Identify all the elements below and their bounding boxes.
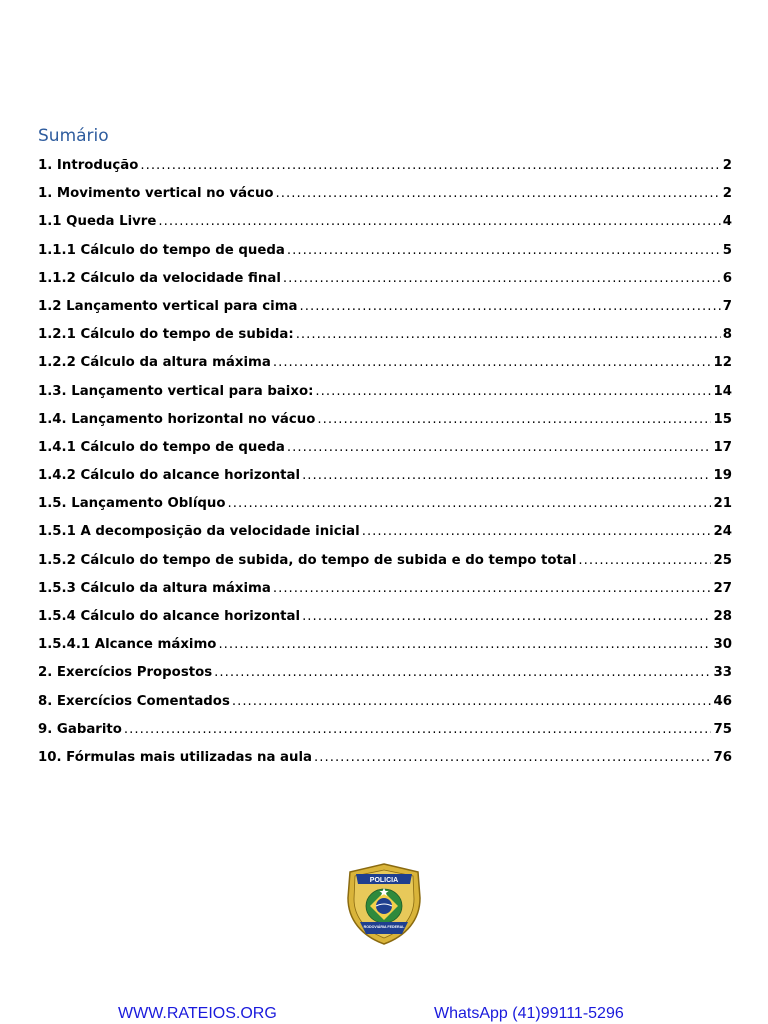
toc-entry[interactable] xyxy=(38,412,732,440)
toc-entry[interactable] xyxy=(38,384,732,412)
toc-entry-page: 27 xyxy=(713,580,732,596)
toc-entry-page: 19 xyxy=(713,468,732,484)
toc-leader xyxy=(296,327,721,342)
toc-leader xyxy=(218,637,711,652)
toc-entry-page: 2 xyxy=(722,186,732,202)
toc-entry-page: 5 xyxy=(722,242,732,258)
toc-entry-label: 1.5.2 Cálculo do tempo de subida, do tempo de subida e do tempo total xyxy=(38,552,577,568)
toc-entry-page: 6 xyxy=(722,270,732,286)
toc-entry[interactable] xyxy=(38,553,732,581)
toc-leader xyxy=(228,496,712,511)
toc-entry-page: 21 xyxy=(713,496,732,512)
toc-entry-page: 33 xyxy=(713,665,732,681)
toc-entry[interactable] xyxy=(38,637,732,665)
toc-entry-label: 9. Gabarito xyxy=(38,721,122,737)
toc-entry[interactable] xyxy=(38,722,732,750)
toc-entry-page: 2 xyxy=(722,158,732,173)
toc-entry-label: 1.3. Lançamento vertical para baixo: xyxy=(38,383,314,399)
toc-leader xyxy=(314,750,711,765)
toc-leader xyxy=(362,524,712,539)
toc-entry[interactable] xyxy=(38,327,732,355)
toc-entry-label: 8. Exercícios Comentados xyxy=(38,693,230,709)
toc-leader xyxy=(273,581,712,596)
toc-entry-label: 1.1 Queda Livre xyxy=(38,214,157,230)
table-of-contents xyxy=(38,158,732,778)
badge-bottom-text: RODOVIÁRIA FEDERAL xyxy=(363,925,405,929)
toc-leader xyxy=(124,722,712,737)
toc-entry[interactable] xyxy=(38,158,732,186)
toc-entry-label: 1.5.3 Cálculo da altura máxima xyxy=(38,580,271,596)
toc-entry-label: 1.4.1 Cálculo do tempo de queda xyxy=(38,439,285,455)
toc-leader xyxy=(214,665,711,680)
toc-entry-page: 46 xyxy=(713,693,732,709)
toc-entry-page: 25 xyxy=(713,552,732,568)
toc-entry-page: 15 xyxy=(713,411,732,427)
toc-entry-label: 1.1.2 Cálculo da velocidade final xyxy=(38,270,281,286)
toc-entry-label: 1.5.4.1 Alcance máximo xyxy=(38,637,217,653)
badge-top-text: POLICIA xyxy=(369,877,399,884)
footer-website-link[interactable]: WWW.RATEIOS.ORG xyxy=(118,1005,277,1022)
toc-entry-page: 17 xyxy=(713,439,732,455)
toc-leader xyxy=(232,694,712,709)
toc-entry-label: 10. Fórmulas mais utilizadas na aula xyxy=(38,749,313,765)
toc-entry-page: 4 xyxy=(722,214,732,230)
toc-entry-page: 75 xyxy=(713,721,732,737)
toc-entry[interactable] xyxy=(38,524,732,552)
toc-leader xyxy=(317,412,711,427)
toc-entry-page: 14 xyxy=(713,383,732,399)
toc-entry[interactable] xyxy=(38,186,732,214)
toc-entry-label: 1. Introdução xyxy=(38,158,139,173)
toc-entry-page: 76 xyxy=(713,749,732,765)
toc-entry-page: 12 xyxy=(713,355,732,371)
toc-leader xyxy=(578,553,711,568)
toc-entry[interactable] xyxy=(38,694,732,722)
toc-entry[interactable] xyxy=(38,214,732,242)
toc-entry[interactable] xyxy=(38,355,732,383)
toc-entry-page: 24 xyxy=(713,524,732,540)
toc-leader xyxy=(315,384,711,399)
toc-entry-page: 8 xyxy=(722,327,732,343)
toc-entry-page: 30 xyxy=(713,637,732,653)
toc-title: Sumário xyxy=(38,126,109,146)
toc-entry[interactable] xyxy=(38,496,732,524)
toc-entry[interactable] xyxy=(38,468,732,496)
toc-entry-label: 1.5.1 A decomposição da velocidade inicial xyxy=(38,524,360,540)
toc-entry[interactable] xyxy=(38,271,732,299)
toc-entry[interactable] xyxy=(38,243,732,271)
toc-entry-label: 1.5. Lançamento Oblíquo xyxy=(38,496,226,512)
toc-entry-page: 7 xyxy=(722,298,732,314)
toc-leader xyxy=(302,468,711,483)
toc-leader xyxy=(287,440,712,455)
toc-entry-label: 1.4. Lançamento horizontal no vácuo xyxy=(38,411,316,427)
toc-leader xyxy=(140,158,720,173)
toc-entry-label: 1. Movimento vertical no vácuo xyxy=(38,186,274,202)
footer-whatsapp-link[interactable]: WhatsApp (41)99111-5296 xyxy=(434,1005,624,1022)
toc-entry[interactable] xyxy=(38,299,732,327)
policia-rodoviaria-federal-badge-icon xyxy=(344,862,424,946)
toc-leader xyxy=(273,355,712,370)
toc-entry[interactable] xyxy=(38,609,732,637)
toc-leader xyxy=(300,299,721,314)
toc-entry[interactable] xyxy=(38,750,732,778)
toc-entry-label: 2. Exercícios Propostos xyxy=(38,665,213,681)
toc-entry[interactable] xyxy=(38,440,732,468)
toc-entry[interactable] xyxy=(38,581,732,609)
toc-leader xyxy=(302,609,711,624)
toc-entry-label: 1.1.1 Cálculo do tempo de queda xyxy=(38,242,285,258)
toc-entry-label: 1.2 Lançamento vertical para cima xyxy=(38,298,298,314)
toc-entry[interactable] xyxy=(38,665,732,693)
toc-entry-label: 1.2.1 Cálculo do tempo de subida: xyxy=(38,327,294,343)
toc-leader xyxy=(158,214,720,229)
toc-entry-label: 1.4.2 Cálculo do alcance horizontal xyxy=(38,468,301,484)
toc-leader xyxy=(276,186,721,201)
toc-entry-page: 28 xyxy=(713,609,732,624)
toc-leader xyxy=(283,271,721,286)
toc-entry-label: 1.5.4 Cálculo do alcance horizontal xyxy=(38,609,301,624)
toc-entry-label: 1.2.2 Cálculo da altura máxima xyxy=(38,355,271,371)
toc-leader xyxy=(287,243,721,258)
